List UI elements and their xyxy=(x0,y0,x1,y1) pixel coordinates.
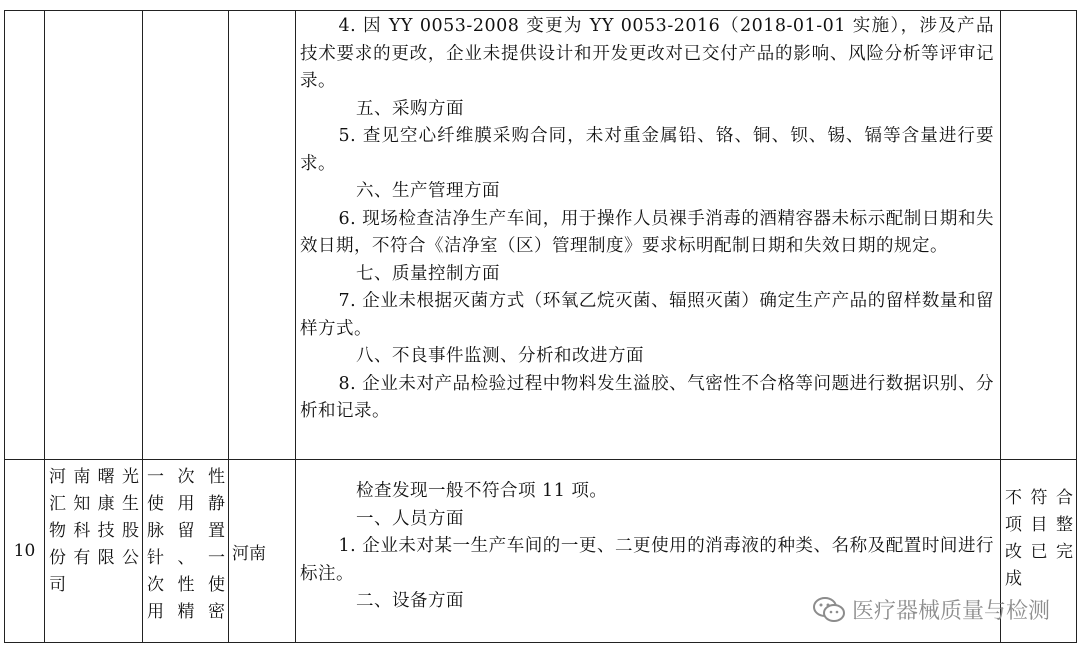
cell-result-empty xyxy=(1001,11,1077,460)
cell-company-empty xyxy=(45,11,143,460)
product-name-line: 用精密 xyxy=(147,602,225,622)
row-number: 10 xyxy=(5,460,45,643)
company-name xyxy=(45,460,143,643)
result-line: 项目整 xyxy=(1005,515,1073,535)
result-line: 改已完 xyxy=(1005,542,1073,562)
product-name xyxy=(143,460,229,643)
company-name-line: 汇知康生 xyxy=(49,494,139,514)
finding-item: 7. 企业未根据灭菌方式（环氧乙烷灭菌、辐照灭菌）确定生产产品的留样数量和留样方式。 xyxy=(300,291,994,339)
section-heading: 二、设备方面 xyxy=(356,591,464,611)
section-heading: 六、生产管理方面 xyxy=(356,181,500,201)
result-line: 成 xyxy=(1005,569,1022,589)
product-name-line: 一次性 xyxy=(147,467,225,487)
cell-number-empty xyxy=(5,11,45,460)
section-heading: 八、不良事件监测、分析和改进方面 xyxy=(356,346,644,366)
wechat-icon xyxy=(812,596,846,624)
finding-item: 8. 企业未对产品检验过程中物料发生溢胶、气密性不合格等问题进行数据识别、分析和记录。 xyxy=(300,373,994,421)
watermark-text: 医疗器械质量与检测 xyxy=(851,599,1050,624)
section-heading: 七、质量控制方面 xyxy=(356,263,500,284)
product-name-line: 次性使 xyxy=(147,575,225,595)
company-name-line: 物科技股 xyxy=(49,521,139,541)
region: 河南 xyxy=(229,460,296,643)
table-row-previous xyxy=(5,11,1077,460)
result-line: 不符合 xyxy=(1005,488,1073,508)
finding-item: 5. 查见空心纤维膜采购合同，未对重金属铅、铬、铜、钡、锡、镉等含量进行要求。 xyxy=(300,126,994,174)
findings-summary: 检查发现一般不符合项 11 项。 xyxy=(356,481,608,501)
cell-product-empty xyxy=(143,11,229,460)
product-name-line: 针、一 xyxy=(147,548,225,568)
finding-item: 4. 因 YY 0053-2008 变更为 YY 0053-2016（2018-01-01 实施），涉及产品技术要求的更改，企业未提供设计和开发更改对已交付产品的影响、风险分析等评审记录。 xyxy=(300,16,994,91)
company-name-line: 河南曙光 xyxy=(49,467,139,487)
product-name-line: 脉留置 xyxy=(147,521,225,541)
finding-item: 6. 现场检查洁净生产车间，用于操作人员裸手消毒的酒精容器未标示配制日期和失效日期，不符合《洁净室（区）管理制度》要求标明配制日期和失效日期的规定。 xyxy=(300,208,994,256)
cell-region-empty xyxy=(229,11,296,460)
product-name-line: 使用静 xyxy=(147,494,225,514)
company-name-line: 份有限公 xyxy=(49,548,139,568)
section-heading: 一、人员方面 xyxy=(356,508,464,529)
company-name-line: 司 xyxy=(49,575,66,595)
findings-cell-previous xyxy=(296,11,1001,460)
finding-item: 1. 企业未对某一生产车间的一更、二更使用的消毒液的种类、名称及配置时间进行标注。 xyxy=(300,536,994,584)
section-heading: 五、采购方面 xyxy=(356,98,464,119)
inspection-table xyxy=(4,10,1077,643)
watermark xyxy=(812,594,1050,625)
